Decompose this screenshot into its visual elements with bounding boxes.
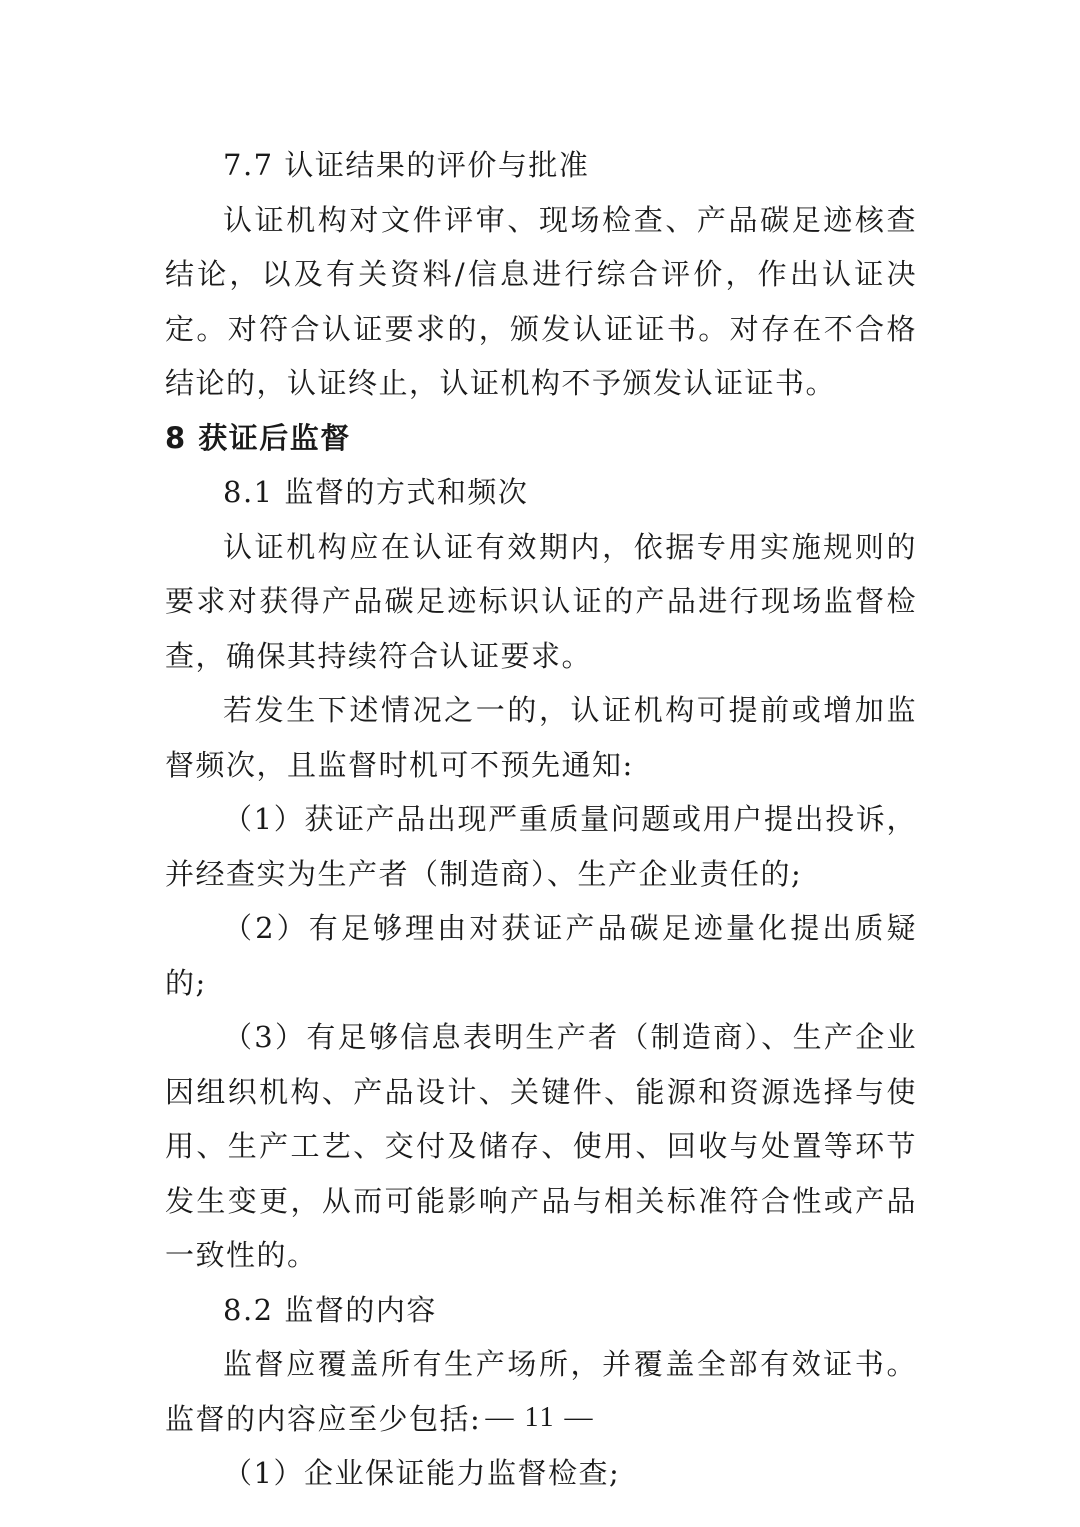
section-8-1-item-3: （3）有足够信息表明生产者（制造商）、生产企业因组织机构、产品设计、关键件、能源和资源选择与使用、生产工艺、交付及储存、使用、回收与处置等环节发生变更，从而可能影响产品与相关标准符合性或产品一致性的。 <box>165 1020 917 1272</box>
section-8-1-item-1: （1）获证产品出现严重质量问题或用户提出投诉，并经查实为生产者（制造商）、生产企业责任的; <box>165 802 917 891</box>
section-8-2-title: 8.2 监督的内容 <box>223 1292 437 1327</box>
section-8-2-body: 监督应覆盖所有生产场所，并覆盖全部有效证书。监督的内容应至少包括: <box>165 1347 917 1436</box>
section-8-1-item-2: （2）有足够理由对获证产品碳足迹量化提出质疑的; <box>165 911 917 1000</box>
section-7-7-body: 认证机构对文件评审、现场检查、产品碳足迹核查结论，以及有关资料/信息进行综合评价，作出认证决定。对符合认证要求的，颁发认证证书。对存在不合格结论的，认证终止，认证机构不予颁发认证证书。 <box>165 202 917 400</box>
section-8-1-body-1: 认证机构应在认证有效期内，依据专用实施规则的要求对获得产品碳足迹标识认证的产品进行现场监督检查，确保其持续符合认证要求。 <box>165 529 917 673</box>
section-8-1-body-2: 若发生下述情况之一的，认证机构可提前或增加监督频次，且监督时机可不预先通知: <box>165 693 917 782</box>
page-content <box>165 138 917 1501</box>
page-number: — 11 — <box>485 1402 595 1433</box>
section-8-title: 8 获证后监督 <box>165 420 351 455</box>
section-8-2-item-1: （1）企业保证能力监督检查; <box>223 1456 621 1490</box>
section-7-7-title: 7.7 认证结果的评价与批准 <box>223 148 590 182</box>
section-8-1-title: 8.1 监督的方式和频次 <box>223 475 529 509</box>
